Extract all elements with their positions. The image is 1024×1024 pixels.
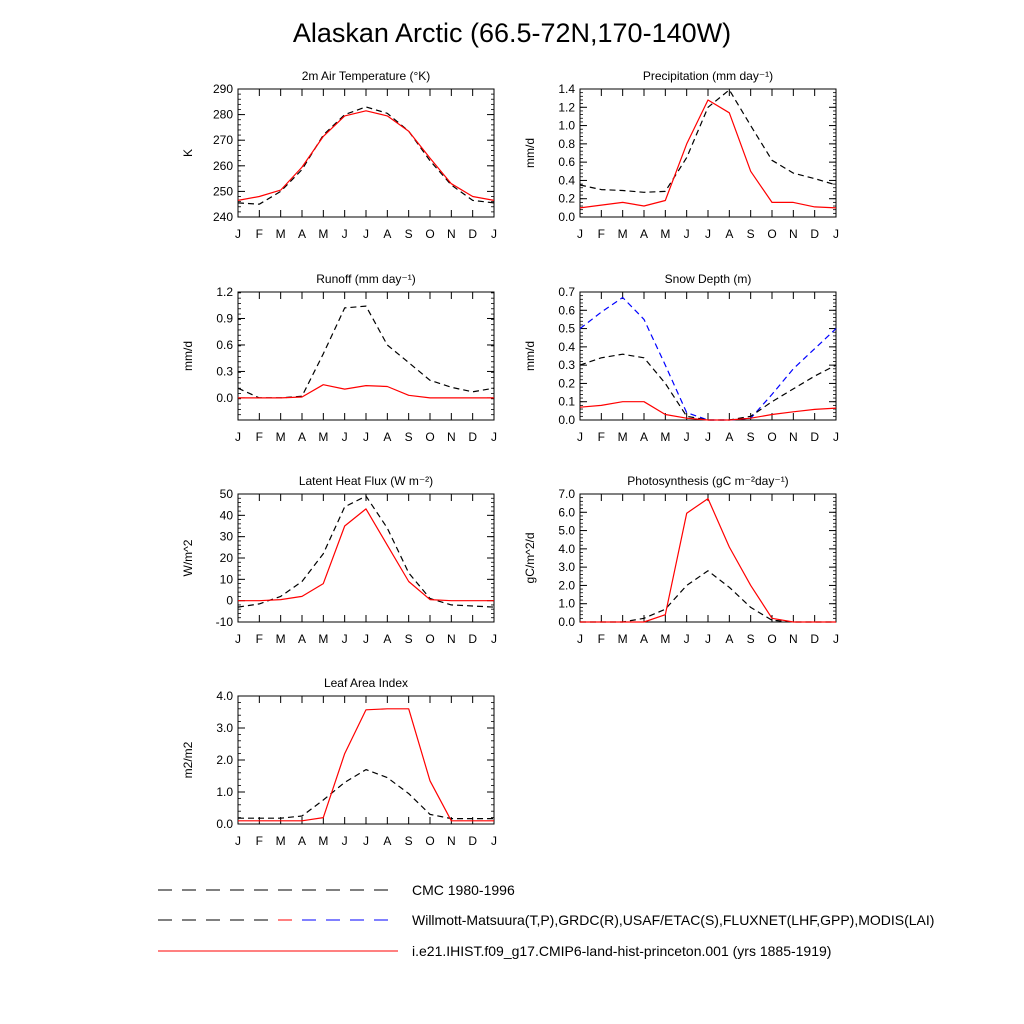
- y-tick-label: 260: [212, 158, 233, 173]
- x-tick-label: J: [683, 430, 690, 444]
- x-tick-label: O: [425, 227, 435, 241]
- legend-item-2: [158, 912, 934, 928]
- y-axis-label: gC/m^2/d: [523, 532, 537, 584]
- x-tick-label: J: [683, 227, 690, 241]
- y-tick-label: 0.2: [558, 376, 575, 391]
- y-tick-label: 4.0: [216, 689, 233, 703]
- y-tick-label: 0.3: [558, 358, 575, 373]
- legend-label: CMC 1980-1996: [412, 882, 515, 898]
- y-tick-label: 3.0: [216, 721, 233, 735]
- y-tick-label: 0.1: [558, 394, 575, 409]
- x-tick-label: O: [425, 430, 435, 444]
- x-tick-label: J: [705, 632, 711, 646]
- y-tick-label: 0.0: [216, 817, 233, 831]
- x-tick-label: J: [705, 227, 711, 241]
- x-tick-label: N: [446, 834, 456, 848]
- x-tick-label: O: [767, 430, 777, 444]
- series-line-2: [238, 385, 494, 398]
- x-tick-label: N: [788, 632, 798, 646]
- y-tick-label: 30: [219, 529, 233, 544]
- x-tick-label: J: [235, 834, 241, 848]
- x-tick-label: A: [383, 430, 392, 444]
- x-tick-label: J: [491, 430, 497, 444]
- plot-frame: [238, 89, 494, 217]
- x-tick-label: A: [297, 430, 307, 444]
- x-tick-label: D: [810, 632, 820, 646]
- y-tick-label: 1.2: [216, 285, 233, 299]
- series-line-2: [238, 111, 494, 201]
- x-tick-label: J: [577, 430, 583, 444]
- series-line-1: [580, 298, 836, 421]
- x-tick-label: A: [639, 227, 649, 241]
- y-tick-label: 0.2: [558, 191, 575, 206]
- x-tick-label: J: [341, 227, 348, 241]
- x-tick-label: F: [255, 632, 264, 646]
- x-tick-label: J: [705, 430, 711, 444]
- panel-1: [181, 69, 497, 241]
- panel-title: Leaf Area Index: [323, 676, 409, 690]
- x-tick-label: F: [255, 227, 264, 241]
- series-line-1: [238, 496, 494, 607]
- y-tick-label: 0.6: [558, 303, 575, 318]
- x-tick-label: D: [468, 632, 478, 646]
- y-tick-label: 0.0: [558, 413, 575, 427]
- x-tick-label: N: [446, 227, 456, 241]
- series-line-2: [580, 100, 836, 208]
- x-tick-label: M: [318, 834, 329, 848]
- x-tick-label: J: [341, 834, 348, 848]
- y-tick-label: 0.8: [558, 136, 575, 151]
- series-line-1: [580, 571, 836, 622]
- y-tick-label: 0: [226, 593, 233, 608]
- y-tick-label: 7.0: [558, 487, 575, 501]
- x-tick-label: J: [363, 632, 369, 646]
- x-tick-label: F: [255, 834, 264, 848]
- y-tick-label: 0.9: [216, 311, 233, 326]
- y-tick-label: 0.7: [558, 285, 575, 299]
- y-tick-label: 5.0: [558, 523, 575, 538]
- x-tick-label: A: [383, 834, 392, 848]
- x-tick-label: N: [788, 227, 798, 241]
- x-tick-label: F: [597, 430, 606, 444]
- x-tick-label: D: [468, 430, 478, 444]
- x-tick-label: S: [746, 227, 755, 241]
- y-tick-label: 1.4: [558, 82, 575, 96]
- x-tick-label: M: [275, 632, 286, 646]
- y-tick-label: 0.0: [558, 210, 575, 224]
- plot-frame: [580, 89, 836, 217]
- y-tick-label: 2.0: [558, 578, 575, 593]
- x-tick-label: O: [767, 227, 777, 241]
- x-tick-label: N: [788, 430, 798, 444]
- x-tick-label: A: [725, 227, 734, 241]
- x-tick-label: M: [617, 227, 628, 241]
- x-tick-label: J: [235, 227, 241, 241]
- plot-frame: [238, 292, 494, 420]
- panel-title: Photosynthesis (gC m⁻²day⁻¹): [627, 474, 789, 488]
- y-tick-label: 1.0: [558, 118, 575, 133]
- y-tick-label: 2.0: [216, 753, 233, 767]
- y-tick-label: 250: [212, 184, 233, 199]
- x-tick-label: J: [235, 430, 241, 444]
- x-tick-label: S: [746, 430, 755, 444]
- y-tick-label: 0.4: [558, 339, 575, 354]
- x-tick-label: J: [363, 430, 369, 444]
- y-tick-label: 0.4: [558, 173, 575, 188]
- plot-frame: [238, 494, 494, 622]
- x-tick-label: J: [833, 227, 839, 241]
- y-axis-label: mm/d: [523, 138, 537, 168]
- x-tick-label: D: [468, 834, 478, 848]
- x-tick-label: O: [425, 632, 435, 646]
- y-tick-label: 1.0: [558, 596, 575, 611]
- legend-item-1: [158, 882, 515, 898]
- x-tick-label: O: [425, 834, 435, 848]
- x-tick-label: A: [639, 430, 649, 444]
- panel-7: [181, 676, 497, 848]
- x-tick-label: J: [577, 632, 583, 646]
- panel-2: [523, 69, 839, 241]
- panel-title: Latent Heat Flux (W m⁻²): [298, 474, 434, 488]
- y-axis-label: mm/d: [523, 341, 537, 371]
- x-tick-label: S: [404, 834, 413, 848]
- x-tick-label: J: [491, 632, 497, 646]
- panel-title: Snow Depth (m): [664, 272, 752, 286]
- x-tick-label: M: [617, 632, 628, 646]
- x-tick-label: A: [725, 430, 734, 444]
- x-tick-label: J: [491, 227, 497, 241]
- series-line-2: [238, 709, 494, 821]
- x-tick-label: N: [446, 632, 456, 646]
- series-line-1: [238, 770, 494, 819]
- x-tick-label: F: [597, 227, 606, 241]
- y-tick-label: 40: [219, 508, 233, 523]
- x-tick-label: S: [746, 632, 755, 646]
- panel-5: [181, 474, 497, 646]
- y-tick-label: 240: [212, 210, 233, 224]
- x-tick-label: J: [363, 227, 369, 241]
- y-tick-label: 0.0: [216, 390, 233, 405]
- panel-3: [181, 272, 497, 444]
- y-axis-label: m2/m2: [181, 741, 195, 779]
- x-tick-label: A: [383, 632, 392, 646]
- x-tick-label: M: [660, 632, 671, 646]
- y-tick-label: 10: [219, 572, 233, 587]
- x-tick-label: M: [318, 227, 329, 241]
- y-tick-label: 1.2: [558, 100, 575, 115]
- y-axis-label: W/m^2: [181, 539, 195, 577]
- y-tick-label: 290: [212, 82, 233, 96]
- y-axis-label: K: [181, 148, 195, 158]
- x-tick-label: J: [341, 632, 348, 646]
- y-tick-label: 1.0: [216, 785, 233, 799]
- x-tick-label: A: [297, 632, 307, 646]
- plot-frame: [580, 494, 836, 622]
- x-tick-label: M: [617, 430, 628, 444]
- y-tick-label: 50: [219, 487, 233, 501]
- series-line-2: [238, 509, 494, 601]
- x-tick-label: A: [297, 834, 307, 848]
- y-tick-label: 0.6: [216, 337, 233, 352]
- panel-title: Runoff (mm day⁻¹): [316, 272, 416, 286]
- y-tick-label: 0.5: [558, 321, 575, 336]
- x-tick-label: M: [660, 430, 671, 444]
- figure-title: Alaskan Arctic (66.5-72N,170-140W): [292, 18, 732, 48]
- x-tick-label: F: [597, 632, 606, 646]
- x-tick-label: J: [363, 834, 369, 848]
- y-tick-label: -10: [215, 615, 233, 629]
- panel-title: Precipitation (mm day⁻¹): [642, 69, 774, 83]
- panel-6: [523, 474, 839, 646]
- x-tick-label: A: [639, 632, 649, 646]
- series-line-1: [238, 107, 494, 204]
- legend: [158, 882, 934, 959]
- x-tick-label: J: [235, 632, 241, 646]
- x-tick-label: J: [577, 227, 583, 241]
- x-tick-label: A: [725, 632, 734, 646]
- x-tick-label: O: [767, 632, 777, 646]
- x-tick-label: M: [275, 834, 286, 848]
- y-tick-label: 6.0: [558, 505, 575, 520]
- x-tick-label: J: [683, 632, 690, 646]
- x-tick-label: F: [255, 430, 264, 444]
- y-tick-label: 20: [219, 551, 233, 565]
- x-tick-label: A: [383, 227, 392, 241]
- x-tick-label: S: [404, 632, 413, 646]
- plot-frame: [580, 292, 836, 420]
- y-tick-label: 0.3: [216, 364, 233, 379]
- legend-item-3: [158, 943, 831, 959]
- x-tick-label: M: [660, 227, 671, 241]
- x-tick-label: M: [318, 632, 329, 646]
- x-tick-label: J: [491, 834, 497, 848]
- x-tick-label: J: [833, 430, 839, 444]
- panel-4: [523, 272, 839, 444]
- x-tick-label: J: [833, 632, 839, 646]
- series-line-1: [580, 90, 836, 192]
- series-line-2: [580, 499, 836, 622]
- y-tick-label: 0.6: [558, 155, 575, 170]
- y-axis-label: mm/d: [181, 341, 195, 371]
- panel-title: 2m Air Temperature (°K): [301, 69, 431, 83]
- y-tick-label: 280: [212, 107, 233, 122]
- x-tick-label: J: [341, 430, 348, 444]
- legend-label: Willmott-Matsuura(T,P),GRDC(R),USAF/ETAC(S),FLUXNET(LHF,GPP),MODIS(LAI): [412, 912, 935, 928]
- x-tick-label: S: [404, 227, 413, 241]
- y-tick-label: 0.0: [558, 615, 575, 629]
- x-tick-label: M: [275, 430, 286, 444]
- x-tick-label: D: [468, 227, 478, 241]
- legend-label: i.e21.IHIST.f09_g17.CMIP6-land-hist-princeton.001 (yrs 1885-1919): [412, 943, 832, 959]
- plot-frame: [238, 696, 494, 824]
- x-tick-label: D: [810, 227, 820, 241]
- y-tick-label: 3.0: [558, 560, 575, 575]
- y-tick-label: 270: [212, 133, 233, 148]
- x-tick-label: N: [446, 430, 456, 444]
- x-tick-label: S: [404, 430, 413, 444]
- x-tick-label: M: [318, 430, 329, 444]
- y-tick-label: 4.0: [558, 541, 575, 556]
- x-tick-label: D: [810, 430, 820, 444]
- x-tick-label: A: [297, 227, 307, 241]
- series-line-1: [238, 306, 494, 398]
- x-tick-label: M: [275, 227, 286, 241]
